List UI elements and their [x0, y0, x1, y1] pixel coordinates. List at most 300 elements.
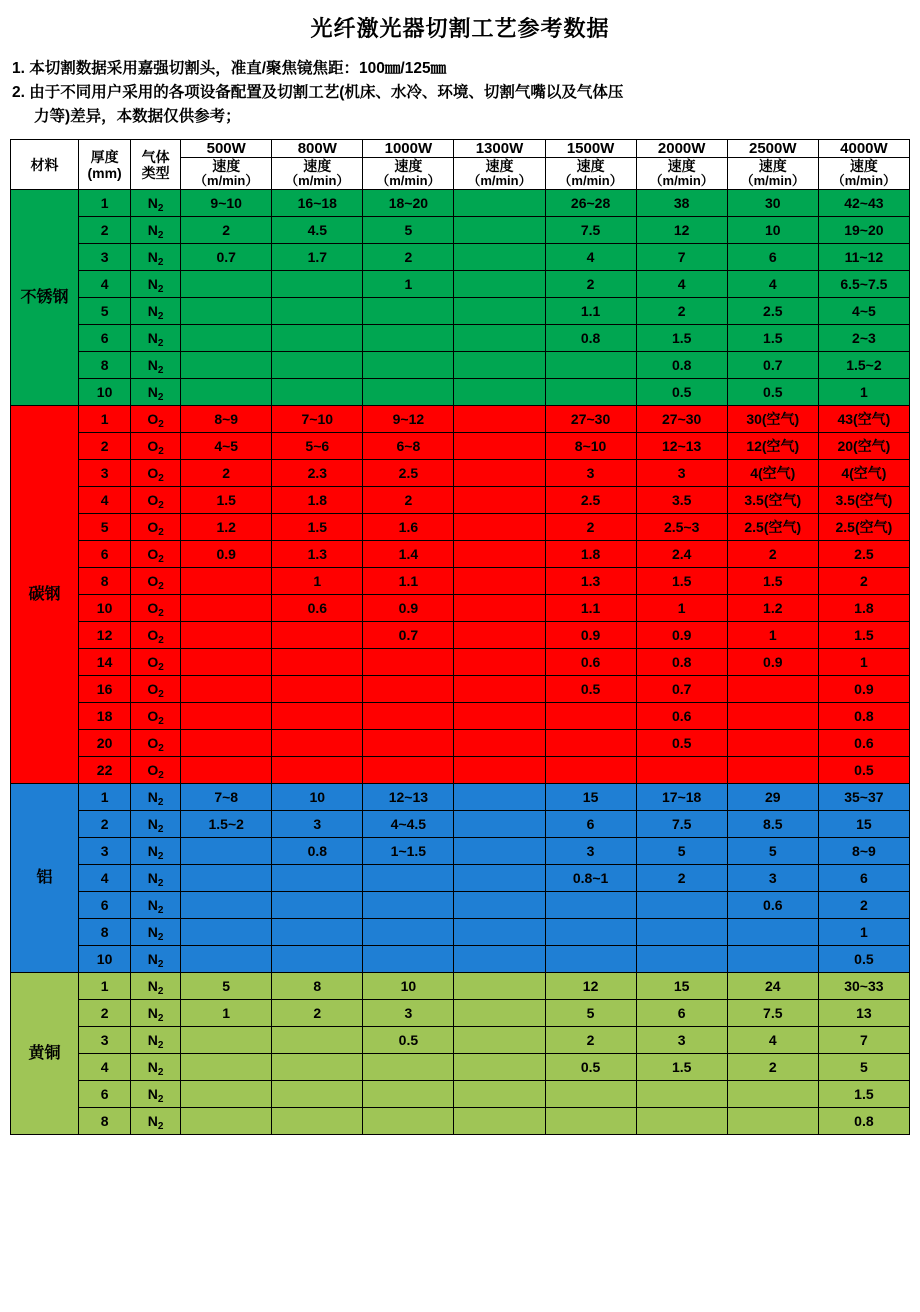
speed-cell [363, 730, 454, 757]
speed-cell [272, 325, 363, 352]
thickness-cell: 2 [79, 217, 131, 244]
thickness-cell: 12 [79, 622, 131, 649]
table-row [11, 649, 910, 676]
gas-cell: $N_2$ [131, 1027, 181, 1054]
speed-cell: 0.6 [545, 649, 636, 676]
thickness-cell: 3 [79, 244, 131, 271]
notes-block [12, 57, 910, 129]
speed-cell: 0.6 [727, 892, 818, 919]
table-row [11, 217, 910, 244]
speed-cell [181, 1027, 272, 1054]
speed-cell [363, 352, 454, 379]
speed-cell [454, 352, 545, 379]
thickness-cell: 2 [79, 433, 131, 460]
speed-cell: 3 [727, 865, 818, 892]
speed-cell: 1 [363, 271, 454, 298]
speed-cell: 1.2 [181, 514, 272, 541]
speed-cell [545, 1108, 636, 1135]
thickness-cell: 5 [79, 298, 131, 325]
column-header-power-1300w: 1300W [454, 140, 545, 158]
speed-cell: 4(空气) [727, 460, 818, 487]
speed-cell: 19~20 [818, 217, 909, 244]
thickness-cell: 4 [79, 1054, 131, 1081]
column-header-power-1000w: 1000W [363, 140, 454, 158]
speed-cell [363, 919, 454, 946]
gas-cell: $N_2$ [131, 946, 181, 973]
speed-cell: 3 [272, 811, 363, 838]
thickness-label-line1: 厚度 [90, 148, 119, 165]
speed-cell [454, 541, 545, 568]
speed-cell: 2 [636, 865, 727, 892]
speed-cell [454, 973, 545, 1000]
speed-cell: 16~18 [272, 190, 363, 217]
speed-cell: 8~10 [545, 433, 636, 460]
speed-cell: 30(空气) [727, 406, 818, 433]
speed-cell: 0.9 [363, 595, 454, 622]
speed-cell [181, 271, 272, 298]
table-row [11, 190, 910, 217]
speed-cell [363, 757, 454, 784]
speed-cell [727, 676, 818, 703]
speed-cell: 15 [545, 784, 636, 811]
table-row [11, 676, 910, 703]
speed-cell: 1.5~2 [181, 811, 272, 838]
speed-cell [545, 757, 636, 784]
speed-cell [545, 379, 636, 406]
thickness-cell: 5 [79, 514, 131, 541]
speed-cell [727, 757, 818, 784]
speed-cell: 2 [181, 460, 272, 487]
speed-cell [363, 325, 454, 352]
speed-cell: 13 [818, 1000, 909, 1027]
speed-cell: 5 [363, 217, 454, 244]
speed-cell: 0.6 [272, 595, 363, 622]
speed-cell: 7~10 [272, 406, 363, 433]
speed-cell: 17~18 [636, 784, 727, 811]
table-row [11, 1054, 910, 1081]
speed-cell: 3.5(空气) [818, 487, 909, 514]
thickness-cell: 6 [79, 1081, 131, 1108]
note-line-2: 2. 由于不同用户采用的各项设备配置及切割工艺(机床、水冷、环境、切割气嘴以及气体压 [12, 84, 624, 102]
gas-cell: $N_2$ [131, 865, 181, 892]
thickness-cell: 8 [79, 568, 131, 595]
speed-cell: 1.3 [272, 541, 363, 568]
speed-cell: 2.5(空气) [727, 514, 818, 541]
speed-cell [454, 433, 545, 460]
speed-cell: 1.8 [545, 541, 636, 568]
thickness-cell: 1 [79, 190, 131, 217]
thickness-cell: 10 [79, 946, 131, 973]
speed-cell: 8~9 [181, 406, 272, 433]
speed-cell: 6~8 [363, 433, 454, 460]
speed-cell: 1.6 [363, 514, 454, 541]
column-subheader-speed-1300w [454, 158, 545, 190]
speed-cell [454, 514, 545, 541]
speed-cell [545, 703, 636, 730]
speed-cell [272, 703, 363, 730]
speed-cell: 1.5 [272, 514, 363, 541]
table-row [11, 1108, 910, 1135]
speed-cell: 4~4.5 [363, 811, 454, 838]
speed-cell [181, 865, 272, 892]
speed-cell [454, 1000, 545, 1027]
table-row [11, 730, 910, 757]
speed-cell: 2.3 [272, 460, 363, 487]
speed-cell: 8.5 [727, 811, 818, 838]
gas-cell: $O_2$ [131, 676, 181, 703]
speed-cell: 29 [727, 784, 818, 811]
gas-cell: $N_2$ [131, 811, 181, 838]
gas-cell: $N_2$ [131, 1000, 181, 1027]
column-subheader-speed-2000w [636, 158, 727, 190]
gas-cell: $O_2$ [131, 433, 181, 460]
speed-cell [454, 1027, 545, 1054]
gas-cell: $O_2$ [131, 487, 181, 514]
speed-cell: 1.5 [636, 568, 727, 595]
speed-cell [363, 298, 454, 325]
speed-cell: 5 [727, 838, 818, 865]
speed-cell [454, 946, 545, 973]
speed-cell: 6.5~7.5 [818, 271, 909, 298]
speed-cell: 10 [272, 784, 363, 811]
speed-cell [272, 676, 363, 703]
speed-cell [636, 1081, 727, 1108]
gas-cell: $O_2$ [131, 730, 181, 757]
speed-cell: 20(空气) [818, 433, 909, 460]
thickness-cell: 10 [79, 595, 131, 622]
column-header-power-2500w: 2500W [727, 140, 818, 158]
speed-cell: 1.5 [636, 325, 727, 352]
speed-cell: 1 [818, 379, 909, 406]
table-row [11, 568, 910, 595]
column-subheader-speed-2500w [727, 158, 818, 190]
speed-label: 速度 [758, 158, 787, 175]
speed-cell: 2.5 [818, 541, 909, 568]
column-subheader-speed-800w [272, 158, 363, 190]
speed-cell [454, 487, 545, 514]
speed-cell [272, 1027, 363, 1054]
speed-cell: 10 [727, 217, 818, 244]
table-row [11, 271, 910, 298]
speed-cell [272, 1054, 363, 1081]
speed-cell: 18~20 [363, 190, 454, 217]
speed-cell [363, 649, 454, 676]
speed-cell: 1 [636, 595, 727, 622]
speed-cell [272, 649, 363, 676]
speed-cell: 0.8 [636, 649, 727, 676]
speed-cell [545, 892, 636, 919]
speed-cell: 8 [272, 973, 363, 1000]
table-row [11, 1081, 910, 1108]
speed-cell [181, 595, 272, 622]
table-row [11, 973, 910, 1000]
gas-cell: $N_2$ [131, 244, 181, 271]
speed-cell [363, 676, 454, 703]
speed-cell [363, 1108, 454, 1135]
speed-cell: 10 [363, 973, 454, 1000]
thickness-cell: 3 [79, 1027, 131, 1054]
speed-cell: 12(空气) [727, 433, 818, 460]
table-header-row-power [11, 140, 910, 158]
speed-cell: 2 [818, 892, 909, 919]
speed-cell: 42~43 [818, 190, 909, 217]
speed-cell [363, 946, 454, 973]
speed-label: 速度 [576, 158, 605, 175]
table-row [11, 298, 910, 325]
speed-label: 速度 [667, 158, 696, 175]
gas-cell: $O_2$ [131, 541, 181, 568]
speed-cell: 1.1 [545, 595, 636, 622]
speed-cell: 1.3 [545, 568, 636, 595]
speed-cell: 0.8~1 [545, 865, 636, 892]
speed-cell [181, 676, 272, 703]
gas-cell: $O_2$ [131, 703, 181, 730]
speed-unit: （m/min） [831, 173, 897, 189]
speed-cell [454, 784, 545, 811]
speed-cell: 1 [818, 649, 909, 676]
gas-cell: $N_2$ [131, 1054, 181, 1081]
speed-cell: 0.8 [272, 838, 363, 865]
table-row [11, 1027, 910, 1054]
table-row [11, 325, 910, 352]
table-row [11, 865, 910, 892]
speed-cell: 0.5 [545, 676, 636, 703]
speed-cell [636, 892, 727, 919]
table-row [11, 757, 910, 784]
gas-cell: $O_2$ [131, 649, 181, 676]
speed-cell: 1.4 [363, 541, 454, 568]
speed-cell [545, 946, 636, 973]
gas-cell: $O_2$ [131, 460, 181, 487]
speed-cell: 0.8 [545, 325, 636, 352]
speed-cell: 2 [545, 514, 636, 541]
speed-cell: 0.9 [636, 622, 727, 649]
table-row [11, 406, 910, 433]
thickness-cell: 3 [79, 460, 131, 487]
column-header-thickness [79, 140, 131, 190]
speed-cell: 4 [727, 1027, 818, 1054]
speed-cell: 12~13 [636, 433, 727, 460]
thickness-cell: 1 [79, 973, 131, 1000]
thickness-cell: 16 [79, 676, 131, 703]
speed-cell: 11~12 [818, 244, 909, 271]
gas-cell: $N_2$ [131, 352, 181, 379]
speed-cell [454, 838, 545, 865]
material-cell: 碳钢 [11, 406, 79, 784]
speed-cell [727, 1081, 818, 1108]
speed-cell: 1 [181, 1000, 272, 1027]
speed-cell: 2 [272, 1000, 363, 1027]
speed-cell: 2.5~3 [636, 514, 727, 541]
speed-cell [181, 1108, 272, 1135]
speed-cell: 12 [545, 973, 636, 1000]
speed-unit: （m/min） [467, 173, 532, 189]
speed-cell: 0.5 [636, 730, 727, 757]
speed-label: 速度 [303, 158, 332, 175]
speed-cell: 0.5 [636, 379, 727, 406]
table-row [11, 244, 910, 271]
speed-cell [272, 379, 363, 406]
speed-cell: 4 [545, 244, 636, 271]
speed-cell [454, 676, 545, 703]
speed-cell: 15 [636, 973, 727, 1000]
speed-cell [181, 757, 272, 784]
speed-cell [181, 622, 272, 649]
speed-cell: 0.8 [818, 1108, 909, 1135]
speed-cell [454, 1054, 545, 1081]
table-row [11, 622, 910, 649]
speed-cell: 5 [818, 1054, 909, 1081]
speed-cell [454, 190, 545, 217]
speed-cell [363, 865, 454, 892]
speed-cell: 5~6 [272, 433, 363, 460]
speed-cell [636, 919, 727, 946]
speed-cell [636, 757, 727, 784]
speed-cell [454, 271, 545, 298]
speed-unit: （m/min） [649, 173, 714, 189]
speed-cell [727, 1108, 818, 1135]
table-row [11, 487, 910, 514]
speed-cell: 3.5 [636, 487, 727, 514]
speed-cell [181, 1054, 272, 1081]
speed-cell: 0.8 [636, 352, 727, 379]
table-row [11, 946, 910, 973]
column-header-power-2000w: 2000W [636, 140, 727, 158]
material-cell: 铝 [11, 784, 79, 973]
speed-cell: 0.5 [363, 1027, 454, 1054]
thickness-cell: 8 [79, 1108, 131, 1135]
table-row [11, 541, 910, 568]
gas-cell: $N_2$ [131, 1108, 181, 1135]
speed-cell [181, 649, 272, 676]
speed-cell: 4~5 [181, 433, 272, 460]
speed-cell [636, 1108, 727, 1135]
thickness-cell: 22 [79, 757, 131, 784]
speed-cell [272, 298, 363, 325]
speed-cell [454, 406, 545, 433]
speed-cell: 1.5 [181, 487, 272, 514]
thickness-cell: 2 [79, 811, 131, 838]
speed-cell [454, 649, 545, 676]
speed-unit: （m/min） [376, 173, 441, 189]
speed-cell: 2 [727, 1054, 818, 1081]
speed-cell [545, 919, 636, 946]
speed-cell: 3 [363, 1000, 454, 1027]
speed-cell [454, 1108, 545, 1135]
speed-cell: 2.5(空气) [818, 514, 909, 541]
column-subheader-speed-4000w [818, 158, 909, 190]
speed-cell: 1.8 [818, 595, 909, 622]
speed-cell: 6 [636, 1000, 727, 1027]
speed-cell [727, 703, 818, 730]
gas-cell: $N_2$ [131, 325, 181, 352]
table-row [11, 811, 910, 838]
speed-cell: 2~3 [818, 325, 909, 352]
table-row [11, 784, 910, 811]
speed-cell [363, 892, 454, 919]
speed-cell [454, 568, 545, 595]
gas-label-line1: 气体 [141, 148, 170, 165]
speed-cell [454, 298, 545, 325]
thickness-cell: 4 [79, 487, 131, 514]
speed-cell [272, 730, 363, 757]
speed-cell: 0.8 [818, 703, 909, 730]
thickness-cell: 6 [79, 892, 131, 919]
note-line-3: 力等)差异，本数据仅供参考； [34, 108, 241, 126]
speed-cell [363, 379, 454, 406]
column-subheader-speed-1500w [545, 158, 636, 190]
speed-label: 速度 [849, 158, 878, 175]
column-header-power-500w: 500W [181, 140, 272, 158]
speed-cell [454, 865, 545, 892]
speed-cell: 5 [545, 1000, 636, 1027]
speed-cell: 27~30 [545, 406, 636, 433]
speed-cell: 12~13 [363, 784, 454, 811]
thickness-cell: 20 [79, 730, 131, 757]
column-header-power-1500w: 1500W [545, 140, 636, 158]
gas-cell: $O_2$ [131, 595, 181, 622]
speed-cell [454, 217, 545, 244]
table-row [11, 892, 910, 919]
speed-cell: 1.5 [818, 1081, 909, 1108]
page-title: 光纤激光器切割工艺参考数据 [310, 16, 610, 41]
speed-cell: 2 [363, 244, 454, 271]
speed-cell [454, 757, 545, 784]
speed-cell [454, 730, 545, 757]
speed-cell: 0.9 [181, 541, 272, 568]
table-row [11, 595, 910, 622]
speed-cell [181, 1081, 272, 1108]
speed-cell [363, 1054, 454, 1081]
speed-cell: 2 [181, 217, 272, 244]
speed-cell [181, 730, 272, 757]
speed-cell: 2 [818, 568, 909, 595]
speed-cell [363, 1081, 454, 1108]
speed-cell: 9~12 [363, 406, 454, 433]
speed-cell [272, 1081, 363, 1108]
gas-cell: $N_2$ [131, 973, 181, 1000]
speed-cell [181, 352, 272, 379]
speed-cell: 3 [636, 1027, 727, 1054]
speed-cell: 1.5 [818, 622, 909, 649]
speed-cell [454, 892, 545, 919]
speed-cell: 3 [636, 460, 727, 487]
table-row [11, 838, 910, 865]
speed-cell: 0.5 [545, 1054, 636, 1081]
thickness-cell: 8 [79, 919, 131, 946]
speed-unit: （m/min） [558, 173, 623, 189]
speed-cell [181, 892, 272, 919]
table-row [11, 460, 910, 487]
speed-cell: 1.1 [545, 298, 636, 325]
speed-cell: 3 [545, 460, 636, 487]
speed-cell: 4 [727, 271, 818, 298]
thickness-cell: 18 [79, 703, 131, 730]
speed-cell: 7.5 [727, 1000, 818, 1027]
speed-cell [454, 595, 545, 622]
speed-cell [181, 325, 272, 352]
gas-cell: $O_2$ [131, 622, 181, 649]
speed-cell [454, 325, 545, 352]
speed-cell [272, 946, 363, 973]
speed-cell: 7 [636, 244, 727, 271]
speed-cell [454, 244, 545, 271]
speed-cell: 0.9 [727, 649, 818, 676]
speed-cell: 24 [727, 973, 818, 1000]
speed-cell: 9~10 [181, 190, 272, 217]
column-subheader-speed-1000w [363, 158, 454, 190]
document-page [0, 12, 920, 1312]
